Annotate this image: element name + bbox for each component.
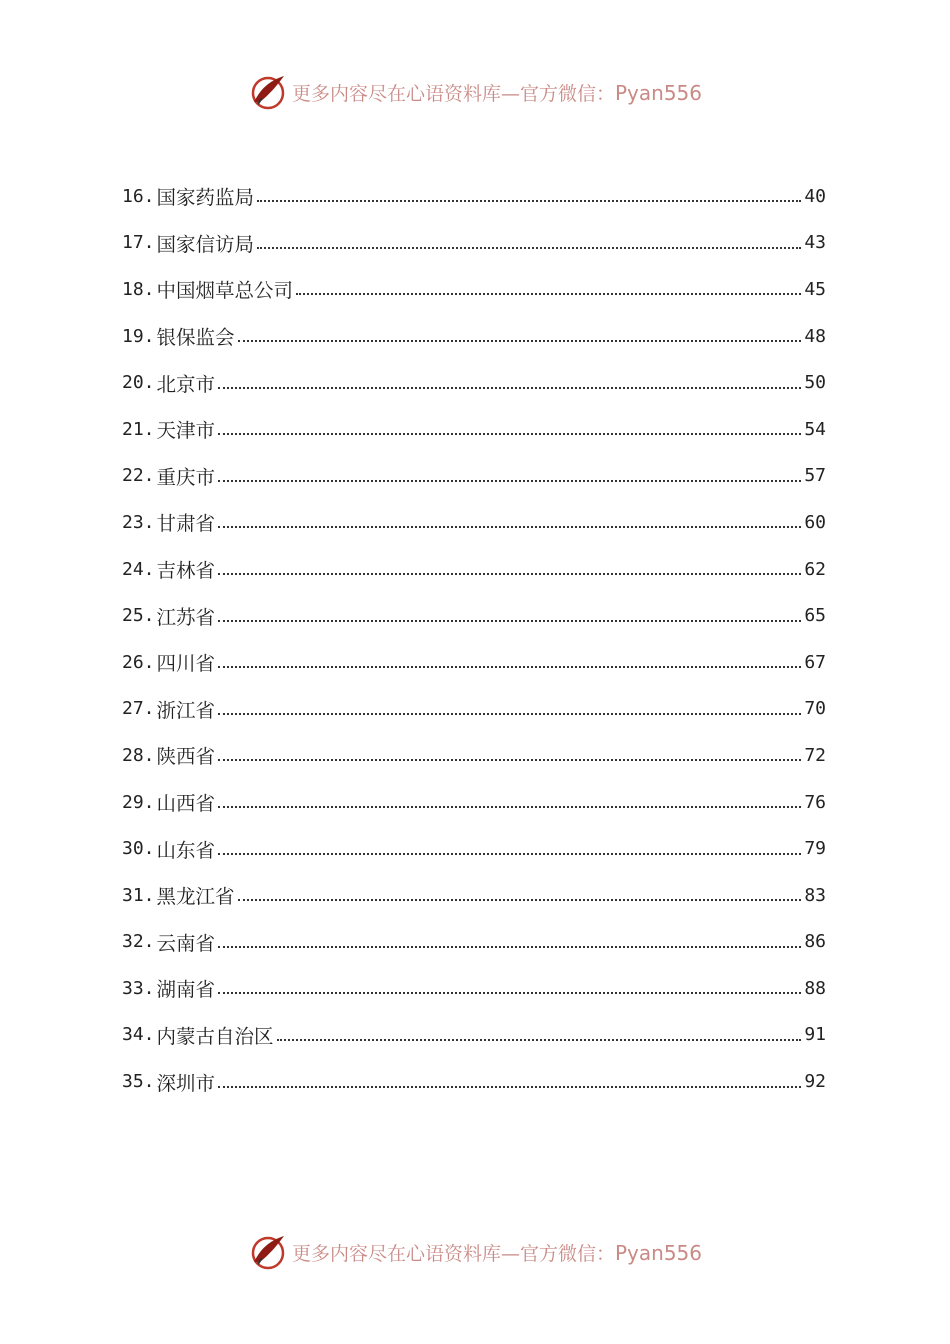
toc-entry-number: 28. [122, 744, 155, 766]
dot-leader [218, 946, 801, 948]
toc-entry-page: 79 [804, 838, 826, 860]
toc-entry-title: 吉林省 [156, 559, 216, 583]
toc-entry[interactable] [122, 732, 826, 779]
toc-entry-title: 山西省 [156, 792, 216, 816]
toc-entry-title: 江苏省 [156, 605, 216, 629]
toc-entry-page: 91 [804, 1024, 826, 1046]
toc-entry-title: 四川省 [156, 652, 216, 676]
toc-entry-title: 银保监会 [156, 326, 235, 350]
toc-entry-number: 25. [122, 605, 155, 627]
toc-entry-title: 内蒙古自治区 [156, 1024, 274, 1048]
toc-entry-number: 21. [122, 418, 155, 440]
toc-entry[interactable] [122, 173, 826, 220]
toc-entry-number: 33. [122, 977, 155, 999]
toc-entry[interactable] [122, 359, 826, 406]
toc-entry[interactable] [122, 313, 826, 360]
toc-entry-title: 云南省 [156, 931, 216, 955]
toc-entry-title: 国家信访局 [156, 232, 255, 256]
toc-entry-page: 88 [804, 977, 826, 999]
dot-leader [277, 1039, 802, 1041]
toc-entry-number: 24. [122, 558, 155, 580]
toc-entry[interactable] [122, 220, 826, 267]
dot-leader [218, 806, 801, 808]
toc-entry[interactable] [122, 872, 826, 919]
toc-entry-title: 甘肃省 [156, 512, 216, 536]
toc-entry-title: 深圳市 [156, 1071, 216, 1095]
toc-entry-page: 57 [804, 465, 826, 487]
toc-entry[interactable] [122, 779, 826, 826]
toc-entry-page: 92 [804, 1071, 826, 1093]
header-banner [0, 70, 950, 114]
dot-leader [218, 713, 801, 715]
header-text: 更多内容尽在心语资料库—官方微信：Pyan556 [291, 80, 703, 105]
toc-entry-number: 22. [122, 465, 155, 487]
toc-entry-page: 45 [804, 278, 826, 300]
toc-entry-number: 19. [122, 325, 155, 347]
toc-entry-number: 29. [122, 791, 155, 813]
toc-entry[interactable] [122, 406, 826, 453]
dot-leader [257, 247, 801, 249]
footer-wechat-id: Pyan556 [615, 1240, 703, 1265]
dot-leader [218, 573, 801, 575]
toc-entry-number: 20. [122, 372, 155, 394]
toc-entry-title: 黑龙江省 [156, 885, 235, 909]
toc-entry-number: 30. [122, 838, 155, 860]
toc-entry[interactable] [122, 592, 826, 639]
dot-leader [218, 1086, 801, 1088]
toc-entry[interactable] [122, 1058, 826, 1105]
toc-entry-number: 23. [122, 511, 155, 533]
toc-entry-title: 天津市 [156, 419, 216, 443]
toc-entry-page: 50 [804, 372, 826, 394]
toc-entry-number: 16. [122, 185, 155, 207]
toc-entry[interactable] [122, 499, 826, 546]
dot-leader [238, 899, 802, 901]
toc-entry-page: 62 [804, 558, 826, 580]
dot-leader [218, 480, 801, 482]
dot-leader [218, 759, 801, 761]
toc-entry-title: 中国烟草总公司 [156, 279, 294, 303]
toc-entry-page: 83 [804, 884, 826, 906]
toc-entry-number: 32. [122, 931, 155, 953]
dot-leader [238, 340, 802, 342]
toc-entry-page: 60 [804, 511, 826, 533]
table-of-contents [122, 173, 826, 1105]
toc-entry[interactable] [122, 546, 826, 593]
toc-entry[interactable] [122, 686, 826, 733]
toc-entry[interactable] [122, 453, 826, 500]
toc-entry-page: 86 [804, 931, 826, 953]
toc-entry-page: 67 [804, 651, 826, 673]
toc-entry-title: 陕西省 [156, 745, 216, 769]
pen-logo-icon [248, 72, 288, 112]
toc-entry[interactable] [122, 266, 826, 313]
header-wechat-id: Pyan556 [615, 80, 703, 105]
toc-entry-number: 31. [122, 884, 155, 906]
toc-entry-number: 35. [122, 1071, 155, 1093]
footer-text: 更多内容尽在心语资料库—官方微信：Pyan556 [291, 1240, 703, 1265]
toc-entry-page: 65 [804, 605, 826, 627]
toc-entry-page: 40 [804, 185, 826, 207]
toc-entry-title: 北京市 [156, 372, 216, 396]
toc-entry[interactable] [122, 919, 826, 966]
toc-entry-page: 70 [804, 698, 826, 720]
dot-leader [296, 293, 801, 295]
dot-leader [218, 992, 801, 994]
pen-logo-icon [248, 1232, 288, 1272]
dot-leader [218, 666, 801, 668]
toc-entry-number: 34. [122, 1024, 155, 1046]
toc-entry[interactable] [122, 639, 826, 686]
toc-entry-title: 重庆市 [156, 465, 216, 489]
toc-entry[interactable] [122, 825, 826, 872]
toc-entry-page: 72 [804, 744, 826, 766]
dot-leader [218, 620, 801, 622]
footer-banner [0, 1230, 950, 1274]
toc-entry-title: 湖南省 [156, 978, 216, 1002]
toc-entry-number: 26. [122, 651, 155, 673]
toc-entry[interactable] [122, 965, 826, 1012]
dot-leader [218, 853, 801, 855]
toc-entry-page: 43 [804, 232, 826, 254]
toc-entry-number: 18. [122, 278, 155, 300]
toc-entry-page: 48 [804, 325, 826, 347]
toc-entry-title: 国家药监局 [156, 186, 255, 210]
toc-entry-page: 54 [804, 418, 826, 440]
toc-entry[interactable] [122, 1012, 826, 1059]
toc-entry-title: 山东省 [156, 838, 216, 862]
toc-entry-title: 浙江省 [156, 698, 216, 722]
dot-leader [218, 387, 801, 389]
toc-entry-number: 27. [122, 698, 155, 720]
dot-leader [218, 433, 801, 435]
dot-leader [218, 526, 801, 528]
toc-entry-page: 76 [804, 791, 826, 813]
toc-entry-number: 17. [122, 232, 155, 254]
dot-leader [257, 200, 801, 202]
